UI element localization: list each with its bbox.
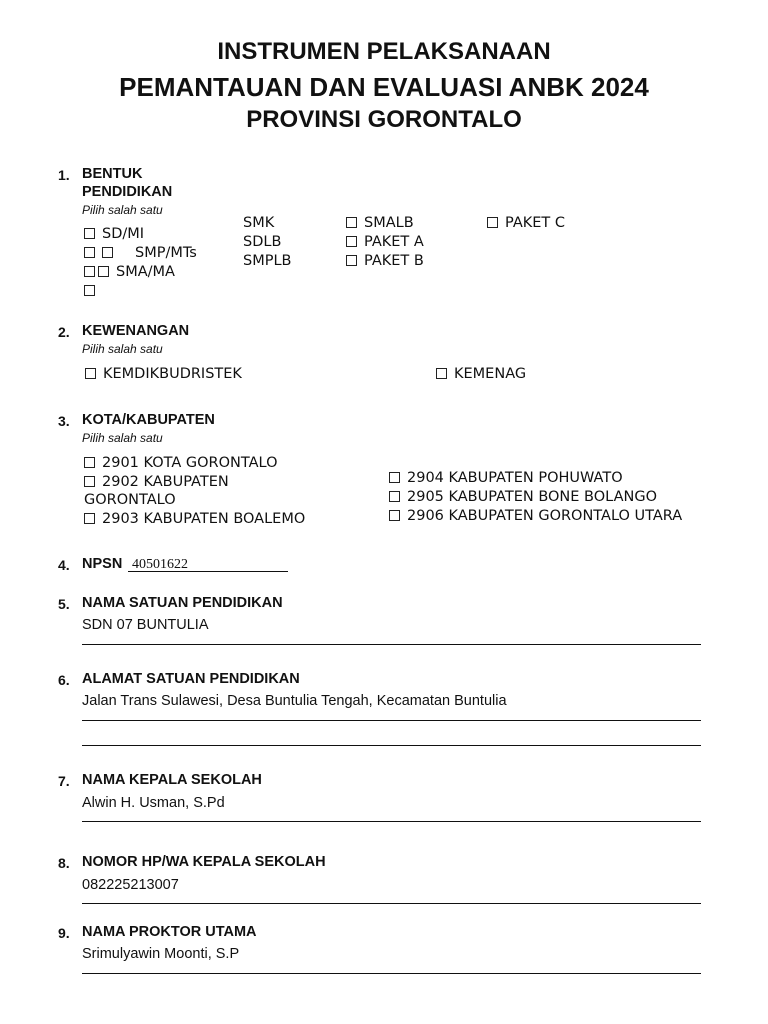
proctor-name-value[interactable]: Srimulyawin Moonti, S.P <box>82 946 240 962</box>
npsn-field[interactable] <box>128 555 288 572</box>
npsn-value: 40501622 <box>132 557 188 572</box>
checkbox-icon[interactable] <box>84 457 95 468</box>
option-smplb-label: SMPLB <box>243 253 292 269</box>
option-2906[interactable] <box>389 508 682 524</box>
option-2903[interactable] <box>84 511 305 527</box>
checkbox-icon[interactable] <box>85 368 96 379</box>
option-2905[interactable] <box>389 489 657 505</box>
option-kemdikbudristek-label: KEMDIKBUDRISTEK <box>103 366 242 382</box>
section-4-label: NPSN <box>82 556 123 572</box>
section-7-label: NAMA KEPALA SEKOLAH <box>82 772 262 788</box>
school-name-value[interactable]: SDN 07 BUNTULIA <box>82 617 209 633</box>
section-2-hint: Pilih salah satu <box>82 342 163 356</box>
section-1-label-b: PENDIDIKAN <box>82 184 173 200</box>
section-7-number: 7. <box>58 773 70 789</box>
field-line <box>82 745 701 746</box>
option-kemenag[interactable] <box>436 366 526 382</box>
option-paket-a[interactable] <box>346 234 424 250</box>
checkbox-icon[interactable] <box>84 513 95 524</box>
checkbox-icon[interactable] <box>84 285 95 296</box>
checkbox-icon[interactable] <box>102 247 113 258</box>
option-2906-label: 2906 KABUPATEN GORONTALO UTARA <box>407 508 683 524</box>
field-line <box>82 903 701 904</box>
option-2904-label: 2904 KABUPATEN POHUWATO <box>407 470 623 486</box>
option-smalb-label: SMALB <box>364 215 414 231</box>
section-2-label: KEWENANGAN <box>82 323 190 339</box>
section-3-label: KOTA/KABUPATEN <box>82 412 215 428</box>
option-2902-label: 2902 KABUPATEN <box>102 474 229 490</box>
section-9-number: 9. <box>58 925 70 941</box>
checkbox-icon[interactable] <box>346 217 357 228</box>
checkbox-icon[interactable] <box>84 228 95 239</box>
section-1-number: 1. <box>58 167 70 183</box>
section-3-number: 3. <box>58 413 70 429</box>
option-2902-label-cont: GORONTALO <box>84 492 176 508</box>
checkbox-icon[interactable] <box>389 510 400 521</box>
checkbox-icon[interactable] <box>346 236 357 247</box>
option-2902[interactable] <box>84 474 229 490</box>
option-paket-b-label: PAKET B <box>364 253 424 269</box>
section-2-number: 2. <box>58 324 70 340</box>
section-1-label-a: BENTUK <box>82 166 143 182</box>
title-line-2: PEMANTAUAN DAN EVALUASI ANBK 2024 <box>119 72 649 102</box>
option-smpmts[interactable] <box>84 245 197 261</box>
option-sdlb-label: SDLB <box>243 234 282 250</box>
section-3-hint: Pilih salah satu <box>82 431 163 445</box>
field-line <box>82 720 701 721</box>
field-line <box>82 973 701 974</box>
checkbox-icon[interactable] <box>346 255 357 266</box>
section-5-label: NAMA SATUAN PENDIDIKAN <box>82 595 283 611</box>
option-sdmi-label: SD/MI <box>102 226 145 242</box>
checkbox-icon[interactable] <box>389 472 400 483</box>
checkbox-icon[interactable] <box>84 476 95 487</box>
checkbox-icon[interactable] <box>84 266 95 277</box>
checkbox-icon[interactable] <box>98 266 109 277</box>
section-8-label: NOMOR HP/WA KEPALA SEKOLAH <box>82 854 326 870</box>
section-6-number: 6. <box>58 672 70 688</box>
field-line <box>82 821 701 822</box>
section-5-number: 5. <box>58 596 70 612</box>
option-2901[interactable] <box>84 455 278 471</box>
checkbox-icon[interactable] <box>84 247 95 258</box>
option-smama[interactable] <box>84 264 175 280</box>
principal-name-value[interactable]: Alwin H. Usman, S.Pd <box>82 795 225 811</box>
option-smama-label: SMA/MA <box>116 264 175 280</box>
title-line-3: PROVINSI GORONTALO <box>246 106 522 133</box>
checkbox-icon[interactable] <box>436 368 447 379</box>
option-smalb[interactable] <box>346 215 414 231</box>
title-line-1: INSTRUMEN PELAKSANAAN <box>217 38 551 65</box>
option-paket-c[interactable] <box>487 215 565 231</box>
option-extra[interactable] <box>84 283 102 299</box>
option-sdmi[interactable] <box>84 226 144 242</box>
option-paket-c-label: PAKET C <box>505 215 565 231</box>
option-2903-label: 2903 KABUPATEN BOALEMO <box>102 511 306 527</box>
school-address-value[interactable]: Jalan Trans Sulawesi, Desa Buntulia Tengah, Kecamatan Buntulia <box>82 693 507 709</box>
option-kemenag-label: KEMENAG <box>454 366 527 382</box>
option-kemdikbudristek[interactable] <box>85 366 242 382</box>
option-2901-label: 2901 KOTA GORONTALO <box>102 455 278 471</box>
option-smpmts-label: SMP/MTs <box>135 245 197 261</box>
option-smk-label: SMK <box>243 215 275 231</box>
option-2904[interactable] <box>389 470 623 486</box>
checkbox-icon[interactable] <box>487 217 498 228</box>
option-2905-label: 2905 KABUPATEN BONE BOLANGO <box>407 489 657 505</box>
section-4-number: 4. <box>58 557 70 573</box>
section-6-label: ALAMAT SATUAN PENDIDIKAN <box>82 671 300 687</box>
section-8-number: 8. <box>58 855 70 871</box>
field-line <box>82 644 701 645</box>
option-paket-b[interactable] <box>346 253 424 269</box>
section-9-label: NAMA PROKTOR UTAMA <box>82 924 257 940</box>
checkbox-icon[interactable] <box>389 491 400 502</box>
section-1-hint: Pilih salah satu <box>82 203 163 217</box>
option-paket-a-label: PAKET A <box>364 234 424 250</box>
principal-phone-value[interactable]: 082225213007 <box>82 877 179 893</box>
